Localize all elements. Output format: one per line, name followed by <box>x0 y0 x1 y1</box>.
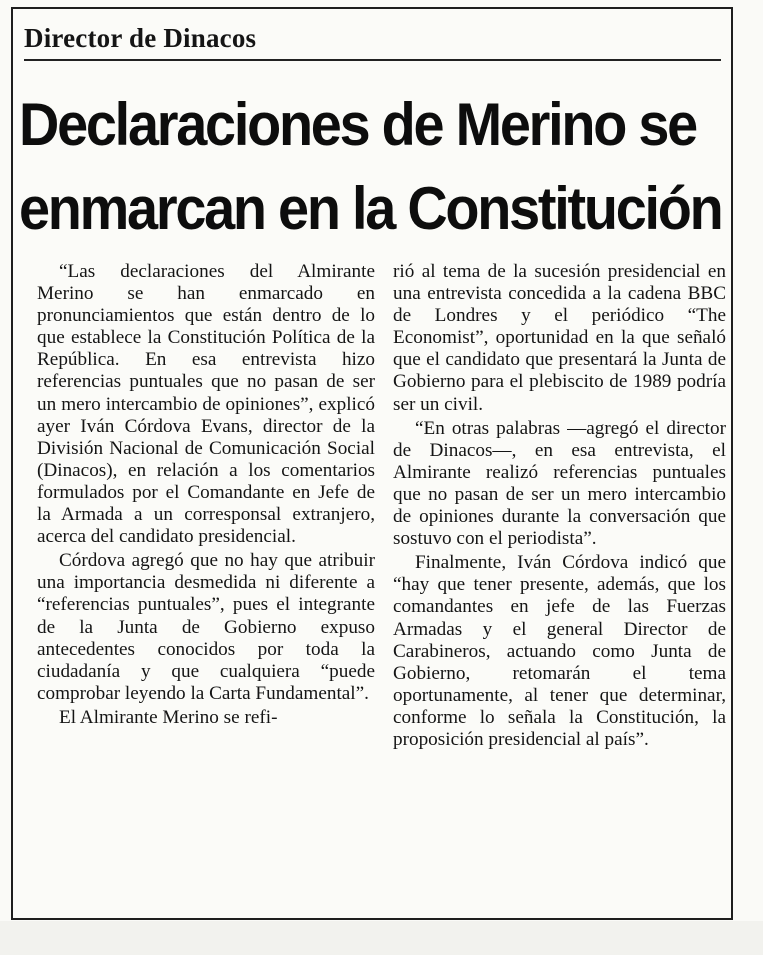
headline-line-2: enmarcan en la Constitución <box>19 175 722 242</box>
article-column-left <box>37 261 375 731</box>
page-margin <box>0 921 763 955</box>
section-kicker: Director de Dinacos <box>24 23 257 53</box>
section-divider <box>24 59 721 61</box>
headline-line-1: Declaraciones de Merino se <box>19 91 696 158</box>
paragraph: Córdova agregó que no hay que atribuir una importancia desmedida ni diferente a “referencias puntuales”, pues el integrante de la Junta de Gobierno expuso antecedentes conocidos por toda la ciudadanía y que cualquiera “puede comprobar leyendo la Carta Fundamental”. <box>37 550 375 704</box>
newspaper-clipping <box>11 7 733 920</box>
paragraph: “En otras palabras —agregó el director de Dinacos—, en esa entrevista, el Almirante realizó referencias puntuales que no pasan de ser un mero intercambio de opiniones durante la conversación que sostuvo con el periodista”. <box>393 417 726 550</box>
paragraph: “Las declaraciones del Almirante Merino se han enmarcado en pronunciamientos que están dentro de lo que establece la Constitución Política de la República. En esa entrevista hizo referencias puntuales que no pasan de ser un mero intercambio de opiniones”, explicó ayer Iván Córdova Evans, director de la División Nacional de Comunicación Social (Dinacos), en relación a los comentarios formulados por el Comandante en Jefe de la Armada a un corresponsal extranjero, acerca del candidato presidencial. <box>37 261 375 548</box>
article-headline <box>19 83 722 251</box>
paragraph-continued: rió al tema de la sucesión presidencial en una entrevista concedida a la cadena BBC de Londres y el periódico “The Economist”, oportunidad en la que señaló que el candidato que presentará la Junta de Gobierno para el plebiscito de 1989 podría ser un civil. <box>393 261 726 415</box>
article-column-right <box>393 261 726 753</box>
paragraph: El Almirante Merino se refi- <box>59 706 278 728</box>
paragraph: Finalmente, Iván Córdova indicó que “hay que tener presente, además, que los comandantes en jefe de las Fuerzas Armadas y el general Director de Carabineros, actuando como Junta de Gobierno, retomarán el tema oportunamente, al tener que determinar, conforme lo señala la Constitución, la proposición presidencial al país”. <box>393 552 726 750</box>
